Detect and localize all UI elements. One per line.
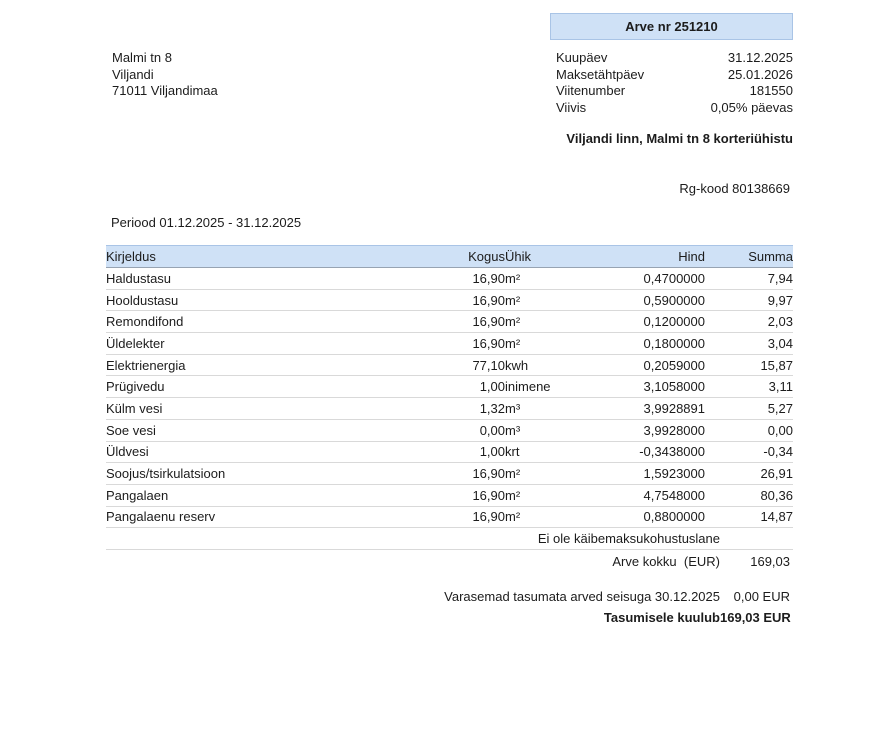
cell-price: 3,9928000 xyxy=(580,419,705,441)
cell-sum: 14,87 xyxy=(705,506,793,528)
cell-sum: 7,94 xyxy=(705,268,793,290)
cell-price: 1,5923000 xyxy=(580,463,705,485)
cell-quantity: 16,90 xyxy=(406,289,505,311)
cell-description: Üldvesi xyxy=(106,441,406,463)
meta-value: 31.12.2025 xyxy=(727,50,793,65)
table-body xyxy=(106,268,793,528)
col-header-description: Kirjeldus xyxy=(106,246,406,268)
invoice-total-row xyxy=(106,553,793,570)
table-row xyxy=(106,484,793,506)
cell-sum: 3,04 xyxy=(705,333,793,355)
cell-description: Soojus/tsirkulatsioon xyxy=(106,463,406,485)
meta-row xyxy=(556,83,793,100)
cell-price: 3,1058000 xyxy=(580,376,705,398)
col-header-price: Hind xyxy=(580,246,705,268)
cell-unit: m³ xyxy=(505,419,580,441)
cell-unit: m² xyxy=(505,484,580,506)
recipient-name: Viljandi linn, Malmi tn 8 korteriühistu xyxy=(566,131,793,146)
cell-unit: m² xyxy=(505,506,580,528)
amount-due-label: Tasumisele kuulub xyxy=(603,610,720,625)
cell-sum: 3,11 xyxy=(705,376,793,398)
cell-description: Pangalaen xyxy=(106,484,406,506)
total-label: Arve kokku (EUR) xyxy=(612,554,720,569)
cell-price: 3,9928891 xyxy=(580,398,705,420)
cell-sum: 2,03 xyxy=(705,311,793,333)
cell-unit: m² xyxy=(505,463,580,485)
col-header-quantity: Kogus xyxy=(406,246,505,268)
cell-sum: 9,97 xyxy=(705,289,793,311)
table-row xyxy=(106,463,793,485)
table-row xyxy=(106,398,793,420)
cell-quantity: 1,00 xyxy=(406,441,505,463)
meta-label: Viivis xyxy=(556,99,587,115)
table-row xyxy=(106,333,793,355)
cell-quantity: 1,00 xyxy=(406,376,505,398)
meta-row xyxy=(556,67,793,84)
cell-price: 0,1200000 xyxy=(580,311,705,333)
col-header-sum: Summa xyxy=(705,246,793,268)
cell-unit: m³ xyxy=(505,398,580,420)
cell-unit: m² xyxy=(505,333,580,355)
cell-sum: 0,00 xyxy=(705,419,793,441)
address-line: 71011 Viljandimaa xyxy=(112,83,218,98)
table-row xyxy=(106,506,793,528)
invoice-number-box: Arve nr 251210 xyxy=(550,13,793,40)
cell-unit: kwh xyxy=(505,354,580,376)
amount-due-value: 169,03 EUR xyxy=(720,610,791,625)
meta-value: 181550 xyxy=(749,83,793,98)
cell-sum: -0,34 xyxy=(705,441,793,463)
cell-price: -0,3438000 xyxy=(580,441,705,463)
cell-quantity: 16,90 xyxy=(406,484,505,506)
table-row xyxy=(106,419,793,441)
cell-description: Elektrienergia xyxy=(106,354,406,376)
table-row xyxy=(106,354,793,376)
meta-value: 25.01.2026 xyxy=(727,66,793,82)
cell-description: Üldelekter xyxy=(106,333,406,355)
cell-unit: m² xyxy=(505,268,580,290)
cell-sum: 26,91 xyxy=(705,463,793,485)
cell-description: Remondifond xyxy=(106,311,406,333)
cell-sum: 80,36 xyxy=(705,484,793,506)
cell-description: Hooldustasu xyxy=(106,289,406,311)
col-header-unit: Ühik xyxy=(505,246,580,268)
invoice-meta xyxy=(556,50,793,116)
cell-unit: m² xyxy=(505,289,580,311)
table-row xyxy=(106,268,793,290)
address-line: Viljandi xyxy=(112,66,154,82)
cell-description: Pangalaenu reserv xyxy=(106,506,406,528)
cell-description: Haldustasu xyxy=(106,268,406,290)
amount-due-row xyxy=(106,609,793,626)
cell-unit: inimene xyxy=(505,376,580,398)
cell-quantity: 16,90 xyxy=(406,463,505,485)
cell-quantity: 1,32 xyxy=(406,398,505,420)
cell-description: Soe vesi xyxy=(106,419,406,441)
meta-row xyxy=(556,50,793,67)
cell-quantity: 77,10 xyxy=(406,354,505,376)
previous-balance-value: 0,00 EUR xyxy=(733,589,790,604)
cell-description: Prügivedu xyxy=(106,376,406,398)
table-row xyxy=(106,289,793,311)
meta-label: Viitenumber xyxy=(556,83,626,98)
reg-code: Rg-kood 80138669 xyxy=(679,181,790,196)
cell-price: 0,8800000 xyxy=(580,506,705,528)
cell-sum: 5,27 xyxy=(705,398,793,420)
previous-balance-label: Varasemad tasumata arved seisuga 30.12.2025 xyxy=(444,589,720,604)
table-row xyxy=(106,311,793,333)
cell-quantity: 16,90 xyxy=(406,311,505,333)
cell-price: 0,2059000 xyxy=(580,354,705,376)
table-header-row xyxy=(106,246,793,268)
previous-balance-row xyxy=(106,588,793,605)
cell-quantity: 0,00 xyxy=(406,419,505,441)
table-row xyxy=(106,441,793,463)
sender-address xyxy=(112,50,218,100)
meta-row xyxy=(556,100,793,117)
cell-quantity: 16,90 xyxy=(406,506,505,528)
cell-price: 0,1800000 xyxy=(580,333,705,355)
meta-label: Kuupäev xyxy=(556,50,608,65)
address-line: Malmi tn 8 xyxy=(112,50,172,65)
charges-table xyxy=(106,245,793,528)
total-value: 169,03 xyxy=(750,554,790,569)
cell-sum: 15,87 xyxy=(705,354,793,376)
vat-note: Ei ole käibemaksukohustuslane xyxy=(106,528,793,550)
billing-period: Periood 01.12.2025 - 31.12.2025 xyxy=(111,215,302,230)
cell-price: 4,7548000 xyxy=(580,484,705,506)
cell-unit: m² xyxy=(505,311,580,333)
cell-price: 0,4700000 xyxy=(580,268,705,290)
cell-quantity: 16,90 xyxy=(406,333,505,355)
cell-description: Külm vesi xyxy=(106,398,406,420)
table-row xyxy=(106,376,793,398)
meta-label: Maksetähtpäev xyxy=(556,66,645,82)
cell-price: 0,5900000 xyxy=(580,289,705,311)
meta-value: 0,05% päevas xyxy=(710,99,793,115)
cell-unit: krt xyxy=(505,441,580,463)
cell-quantity: 16,90 xyxy=(406,268,505,290)
